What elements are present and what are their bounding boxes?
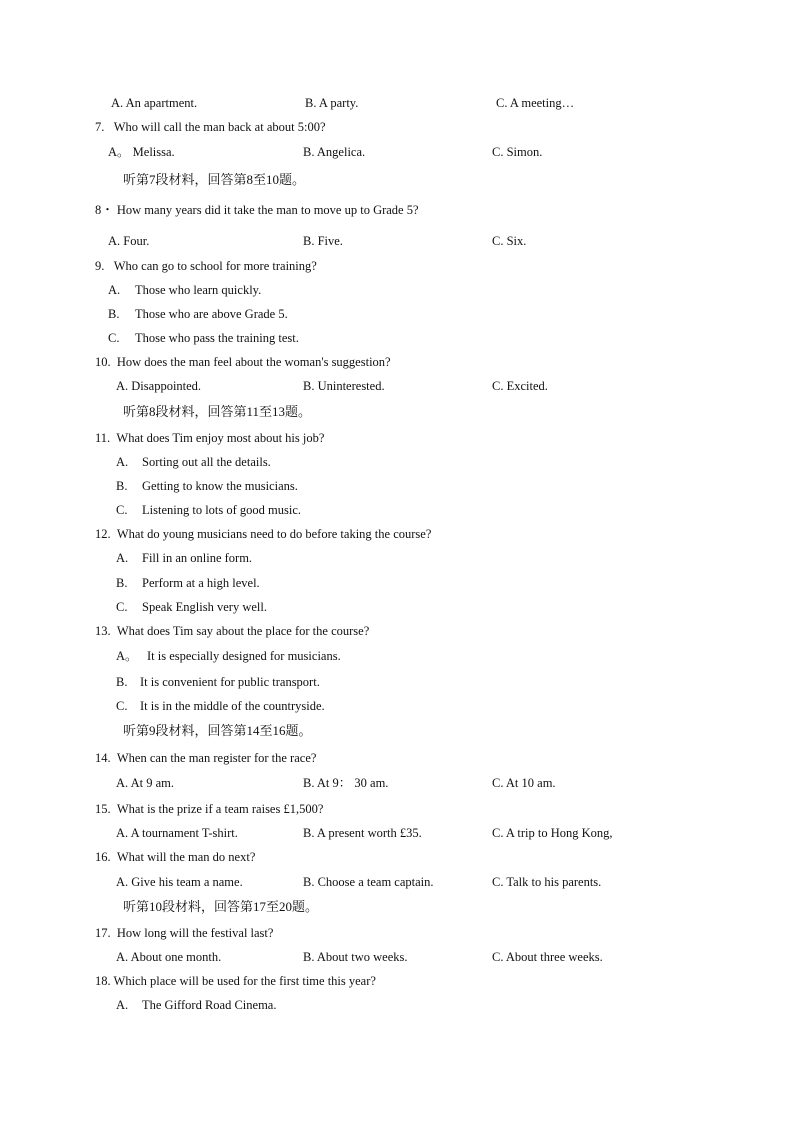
q12-letter-a: A. bbox=[116, 551, 129, 565]
q11-option-c: Listening to lots of good music. bbox=[142, 503, 302, 517]
q8-stem: 8・ How many years did it take the man to move up to Grade 5? bbox=[95, 203, 419, 217]
q13-letter-b: B. bbox=[116, 675, 128, 689]
q13-letter-c: C. bbox=[116, 699, 128, 713]
q11-letter-c: C. bbox=[116, 503, 128, 517]
q12-option-b: Perform at a high level. bbox=[142, 576, 260, 590]
q18-option-a: The Gifford Road Cinema. bbox=[142, 998, 277, 1012]
q10-option-b: B. Uninterested. bbox=[303, 379, 385, 393]
q9-letter-b: B. bbox=[108, 307, 120, 321]
section-7-heading: 听第7段材料，回答第8至10题。 bbox=[123, 172, 306, 187]
q11-option-a: Sorting out all the details. bbox=[142, 455, 271, 469]
section-8-heading: 听第8段材料，回答第11至13题。 bbox=[123, 404, 312, 419]
q17-stem: 17. How long will the festival last? bbox=[95, 926, 274, 940]
q11-stem: 11. What does Tim enjoy most about his job? bbox=[95, 431, 325, 445]
q13-stem: 13. What does Tim say about the place for the course? bbox=[95, 624, 370, 638]
q9-option-c: Those who pass the training test. bbox=[135, 331, 299, 345]
q7-option-c: C. Simon. bbox=[492, 145, 543, 159]
q13-letter-a: A。 bbox=[116, 649, 138, 663]
q12-option-c: Speak English very well. bbox=[142, 600, 267, 614]
q16-option-c: C. Talk to his parents. bbox=[492, 875, 602, 889]
q9-letter-a: A. bbox=[108, 283, 121, 297]
q16-stem: 16. What will the man do next? bbox=[95, 850, 256, 864]
q12-option-a: Fill in an online form. bbox=[142, 551, 253, 565]
q10-stem: 10. How does the man feel about the woman's suggestion? bbox=[95, 355, 391, 369]
q6-option-c: C. A meeting… bbox=[496, 96, 575, 110]
q12-letter-b: B. bbox=[116, 576, 128, 590]
q16-option-b: B. Choose a team captain. bbox=[303, 875, 434, 889]
q15-option-b: B. A present worth £35. bbox=[303, 826, 422, 840]
q7-option-b: B. Angelica. bbox=[303, 145, 366, 159]
q17-option-b: B. About two weeks. bbox=[303, 950, 408, 964]
q10-option-a: A. Disappointed. bbox=[116, 379, 202, 393]
q13-option-b: It is convenient for public transport. bbox=[140, 675, 320, 689]
q13-option-c: It is in the middle of the countryside. bbox=[140, 699, 325, 713]
q11-letter-b: B. bbox=[116, 479, 128, 493]
q14-option-c: C. At 10 am. bbox=[492, 776, 556, 790]
section-9-heading: 听第9段材料，回答第14至16题。 bbox=[123, 723, 312, 738]
q9-letter-c: C. bbox=[108, 331, 120, 345]
q8-option-c: C. Six. bbox=[492, 234, 527, 248]
q12-stem: 12. What do young musicians need to do before taking the course? bbox=[95, 527, 432, 541]
q18-stem: 18. Which place will be used for the first time this year? bbox=[95, 974, 376, 988]
q14-option-b: B. At 9： 30 am. bbox=[303, 776, 389, 790]
q11-letter-a: A. bbox=[116, 455, 129, 469]
q18-letter-a: A. bbox=[116, 998, 129, 1012]
q7-stem: 7. Who will call the man back at about 5:00? bbox=[95, 120, 326, 134]
q14-stem: 14. When can the man register for the race? bbox=[95, 751, 317, 765]
q9-option-b: Those who are above Grade 5. bbox=[135, 307, 288, 321]
q15-option-c: C. A trip to Hong Kong, bbox=[492, 826, 613, 840]
q17-option-a: A. About one month. bbox=[116, 950, 222, 964]
q7-option-a: A。 Melissa. bbox=[108, 145, 175, 159]
q12-letter-c: C. bbox=[116, 600, 128, 614]
q13-option-a: It is especially designed for musicians. bbox=[147, 649, 341, 663]
q16-option-a: A. Give his team a name. bbox=[116, 875, 243, 889]
q11-option-b: Getting to know the musicians. bbox=[142, 479, 298, 493]
q17-option-c: C. About three weeks. bbox=[492, 950, 603, 964]
q10-option-c: C. Excited. bbox=[492, 379, 548, 393]
q14-option-a: A. At 9 am. bbox=[116, 776, 174, 790]
q15-stem: 15. What is the prize if a team raises £1,500? bbox=[95, 802, 324, 816]
q6-option-a: A. An apartment. bbox=[111, 96, 198, 110]
q9-option-a: Those who learn quickly. bbox=[135, 283, 262, 297]
q9-stem: 9. Who can go to school for more training? bbox=[95, 259, 317, 273]
q6-option-b: B. A party. bbox=[305, 96, 359, 110]
q15-option-a: A. A tournament T-shirt. bbox=[116, 826, 238, 840]
q8-option-b: B. Five. bbox=[303, 234, 343, 248]
q8-option-a: A. Four. bbox=[108, 234, 150, 248]
section-10-heading: 听第10段材料，回答第17至20题。 bbox=[123, 899, 319, 914]
